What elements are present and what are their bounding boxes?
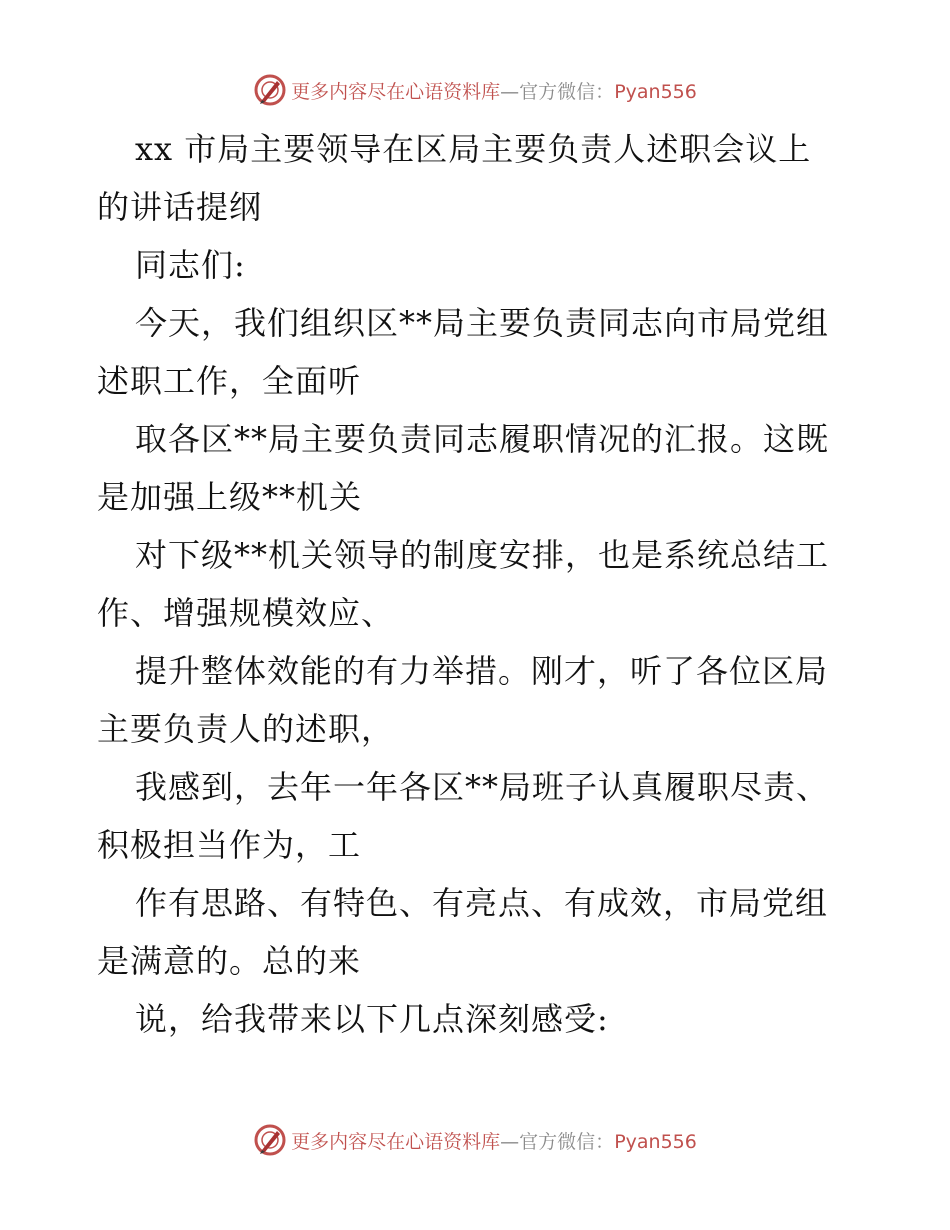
body-line: 作有思路、有特色、有亮点、有成效，市局党组 [135, 884, 829, 922]
banner-wechat-label: —官方微信： [500, 1130, 615, 1153]
title-line-1: xx 市局主要领导在区局主要负责人述职会议上 [135, 130, 812, 168]
body-line: 我感到，去年一年各区**局班子认真履职尽责、 [135, 768, 830, 806]
body-line: 提升整体效能的有力举措。刚才，听了各位区局 [135, 652, 829, 690]
title-line-2: 的讲话提纲 [97, 188, 263, 226]
banner-wechat-id: Pyan556 [614, 80, 697, 103]
body-line: 作、增强规模效应、 [97, 594, 395, 632]
banner-site-name: 更多内容尽在心语资料库 [291, 1130, 501, 1153]
salutation: 同志们: [135, 246, 246, 284]
body-line: 说，给我带来以下几点深刻感受: [135, 1000, 609, 1038]
banner-wechat-label: —官方微信： [500, 80, 615, 103]
banner-wechat-id: Pyan556 [614, 1130, 697, 1153]
body-line: 今天，我们组织区**局主要负责同志向市局党组 [135, 304, 830, 342]
body-line: 主要负责人的述职， [97, 710, 395, 748]
pen-logo-icon [253, 1123, 287, 1157]
footer-banner-text [291, 1127, 697, 1154]
body-line: 是满意的。总的来 [97, 942, 362, 980]
banner-site-name: 更多内容尽在心语资料库 [291, 80, 501, 103]
body-line: 述职工作，全面听 [97, 362, 362, 400]
footer-banner [0, 1120, 950, 1160]
header-banner-text [291, 77, 697, 104]
document-body [97, 120, 857, 1048]
body-line: 对下级**机关领导的制度安排，也是系统总结工 [135, 536, 830, 574]
header-banner [0, 70, 950, 110]
body-line: 是加强上级**机关 [97, 478, 363, 516]
pen-logo-icon [253, 73, 287, 107]
body-line: 取各区**局主要负责同志履职情况的汇报。这既 [135, 420, 830, 458]
body-line: 积极担当作为，工 [97, 826, 362, 864]
